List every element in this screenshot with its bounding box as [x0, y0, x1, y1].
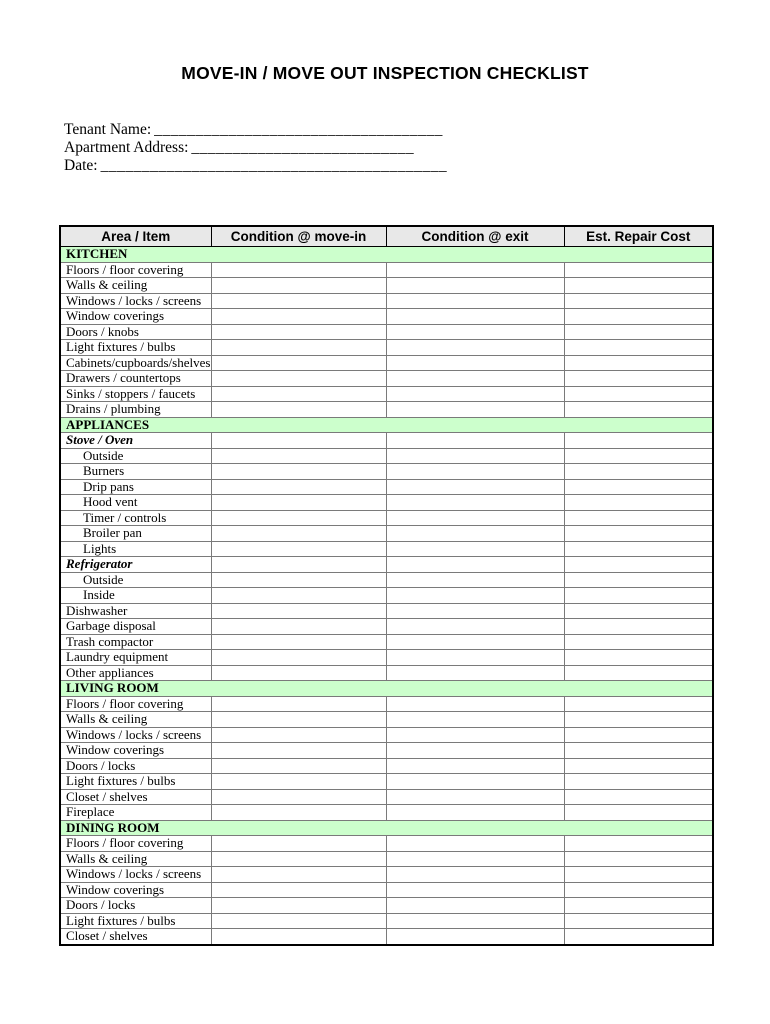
- item-label: Drains / plumbing: [60, 402, 211, 418]
- item-label: Closet / shelves: [60, 929, 211, 945]
- col-header-condition-move-in: Condition @ move-in: [211, 226, 386, 247]
- item-label: Light fixtures / bulbs: [60, 913, 211, 929]
- condition-exit-cell[interactable]: [386, 929, 564, 945]
- item-label: Timer / controls: [60, 510, 211, 526]
- inspection-table: [59, 225, 714, 946]
- table-row: [60, 464, 713, 480]
- condition-exit-cell[interactable]: [386, 402, 564, 418]
- table-row: [60, 727, 713, 743]
- item-label: Window coverings: [60, 309, 211, 325]
- table-row: [60, 882, 713, 898]
- repair-cost-cell[interactable]: [564, 836, 713, 852]
- condition-exit-cell[interactable]: [386, 851, 564, 867]
- table-row: [60, 324, 713, 340]
- condition-movein-cell[interactable]: [211, 650, 386, 666]
- repair-cost-cell[interactable]: [564, 262, 713, 278]
- item-label: Light fixtures / bulbs: [60, 774, 211, 790]
- tenant-name-input-line[interactable]: ___________________________________: [154, 121, 443, 138]
- item-label: Trash compactor: [60, 634, 211, 650]
- item-label: Windows / locks / screens: [60, 727, 211, 743]
- condition-movein-cell[interactable]: [211, 479, 386, 495]
- condition-movein-cell[interactable]: [211, 634, 386, 650]
- condition-movein-cell[interactable]: [211, 851, 386, 867]
- condition-movein-cell[interactable]: [211, 464, 386, 480]
- condition-exit-cell[interactable]: [386, 603, 564, 619]
- date-input-line[interactable]: __________________________________________: [100, 157, 448, 174]
- table-row: [60, 758, 713, 774]
- table-row: [60, 448, 713, 464]
- table-row: [60, 262, 713, 278]
- table-row: [60, 898, 713, 914]
- item-label: Cabinets/cupboards/shelves: [60, 355, 211, 371]
- item-label: Burners: [60, 464, 211, 480]
- date-field: [64, 157, 770, 175]
- condition-exit-cell[interactable]: [386, 371, 564, 387]
- condition-exit-cell[interactable]: [386, 743, 564, 759]
- item-label: Floors / floor covering: [60, 836, 211, 852]
- repair-cost-cell[interactable]: [564, 433, 713, 449]
- tenant-name-field: [64, 121, 770, 139]
- item-label: Broiler pan: [60, 526, 211, 542]
- table-row: [60, 913, 713, 929]
- table-row: [60, 867, 713, 883]
- page-title: MOVE-IN / MOVE OUT INSPECTION CHECKLIST: [181, 63, 589, 83]
- table-row: [60, 355, 713, 371]
- condition-exit-cell[interactable]: [386, 619, 564, 635]
- condition-exit-cell[interactable]: [386, 913, 564, 929]
- condition-exit-cell[interactable]: [386, 650, 564, 666]
- condition-exit-cell[interactable]: [386, 541, 564, 557]
- table-row: [60, 433, 713, 449]
- repair-cost-cell[interactable]: [564, 448, 713, 464]
- repair-cost-cell[interactable]: [564, 789, 713, 805]
- condition-exit-cell[interactable]: [386, 479, 564, 495]
- table-row: [60, 634, 713, 650]
- condition-movein-cell[interactable]: [211, 433, 386, 449]
- condition-movein-cell[interactable]: [211, 278, 386, 294]
- condition-exit-cell[interactable]: [386, 293, 564, 309]
- repair-cost-cell[interactable]: [564, 758, 713, 774]
- table-row: [60, 619, 713, 635]
- table-row: [60, 929, 713, 945]
- condition-movein-cell[interactable]: [211, 495, 386, 511]
- repair-cost-cell[interactable]: [564, 650, 713, 666]
- table-row: [60, 665, 713, 681]
- condition-exit-cell[interactable]: [386, 727, 564, 743]
- condition-exit-cell[interactable]: [386, 634, 564, 650]
- repair-cost-cell[interactable]: [564, 929, 713, 945]
- table-row: [60, 851, 713, 867]
- repair-cost-cell[interactable]: [564, 634, 713, 650]
- repair-cost-cell[interactable]: [564, 495, 713, 511]
- condition-movein-cell[interactable]: [211, 526, 386, 542]
- item-label: Drawers / countertops: [60, 371, 211, 387]
- table-row: [60, 541, 713, 557]
- item-label: Other appliances: [60, 665, 211, 681]
- condition-movein-cell[interactable]: [211, 510, 386, 526]
- condition-exit-cell[interactable]: [386, 386, 564, 402]
- date-label: Date:: [64, 157, 98, 174]
- col-header-condition-exit: Condition @ exit: [386, 226, 564, 247]
- condition-exit-cell[interactable]: [386, 758, 564, 774]
- table-row: [60, 805, 713, 821]
- table-row: [60, 557, 713, 573]
- condition-exit-cell[interactable]: [386, 510, 564, 526]
- item-label: Stove / Oven: [60, 433, 211, 449]
- condition-movein-cell[interactable]: [211, 836, 386, 852]
- repair-cost-cell[interactable]: [564, 867, 713, 883]
- repair-cost-cell[interactable]: [564, 805, 713, 821]
- condition-exit-cell[interactable]: [386, 789, 564, 805]
- repair-cost-cell[interactable]: [564, 774, 713, 790]
- item-label: Doors / locks: [60, 758, 211, 774]
- item-label: Lights: [60, 541, 211, 557]
- item-label: Walls & ceiling: [60, 278, 211, 294]
- item-label: Garbage disposal: [60, 619, 211, 635]
- table-row: [60, 743, 713, 759]
- repair-cost-cell[interactable]: [564, 510, 713, 526]
- condition-exit-cell[interactable]: [386, 340, 564, 356]
- condition-exit-cell[interactable]: [386, 309, 564, 325]
- item-label: Sinks / stoppers / faucets: [60, 386, 211, 402]
- repair-cost-cell[interactable]: [564, 727, 713, 743]
- table-row: [60, 774, 713, 790]
- item-label: Outside: [60, 448, 211, 464]
- condition-movein-cell[interactable]: [211, 743, 386, 759]
- section-header: APPLIANCES: [60, 417, 713, 433]
- repair-cost-cell[interactable]: [564, 386, 713, 402]
- repair-cost-cell[interactable]: [564, 526, 713, 542]
- table-row: [60, 386, 713, 402]
- condition-exit-cell[interactable]: [386, 588, 564, 604]
- table-row: [60, 309, 713, 325]
- condition-movein-cell[interactable]: [211, 913, 386, 929]
- condition-movein-cell[interactable]: [211, 774, 386, 790]
- repair-cost-cell[interactable]: [564, 309, 713, 325]
- condition-exit-cell[interactable]: [386, 495, 564, 511]
- condition-movein-cell[interactable]: [211, 929, 386, 945]
- item-label: Floors / floor covering: [60, 696, 211, 712]
- condition-movein-cell[interactable]: [211, 340, 386, 356]
- table-row: [60, 371, 713, 387]
- table-row: [60, 402, 713, 418]
- repair-cost-cell[interactable]: [564, 572, 713, 588]
- condition-exit-cell[interactable]: [386, 805, 564, 821]
- condition-movein-cell[interactable]: [211, 293, 386, 309]
- condition-movein-cell[interactable]: [211, 758, 386, 774]
- repair-cost-cell[interactable]: [564, 464, 713, 480]
- condition-movein-cell[interactable]: [211, 665, 386, 681]
- condition-exit-cell[interactable]: [386, 355, 564, 371]
- table-row: [60, 836, 713, 852]
- condition-movein-cell[interactable]: [211, 448, 386, 464]
- condition-movein-cell[interactable]: [211, 603, 386, 619]
- condition-movein-cell[interactable]: [211, 696, 386, 712]
- section-row: [60, 820, 713, 836]
- item-label: Light fixtures / bulbs: [60, 340, 211, 356]
- condition-movein-cell[interactable]: [211, 324, 386, 340]
- condition-exit-cell[interactable]: [386, 712, 564, 728]
- form-fields: [64, 121, 770, 175]
- apartment-address-field: [64, 139, 770, 157]
- condition-exit-cell[interactable]: [386, 572, 564, 588]
- repair-cost-cell[interactable]: [564, 712, 713, 728]
- condition-exit-cell[interactable]: [386, 324, 564, 340]
- condition-movein-cell[interactable]: [211, 898, 386, 914]
- condition-movein-cell[interactable]: [211, 572, 386, 588]
- condition-exit-cell[interactable]: [386, 464, 564, 480]
- condition-exit-cell[interactable]: [386, 836, 564, 852]
- condition-movein-cell[interactable]: [211, 712, 386, 728]
- condition-movein-cell[interactable]: [211, 557, 386, 573]
- apartment-address-input-line[interactable]: ___________________________: [191, 139, 415, 156]
- condition-exit-cell[interactable]: [386, 882, 564, 898]
- table-row: [60, 588, 713, 604]
- table-header-row: [60, 226, 713, 247]
- condition-movein-cell[interactable]: [211, 541, 386, 557]
- table-row: [60, 789, 713, 805]
- table-row: [60, 526, 713, 542]
- repair-cost-cell[interactable]: [564, 479, 713, 495]
- condition-movein-cell[interactable]: [211, 588, 386, 604]
- condition-exit-cell[interactable]: [386, 665, 564, 681]
- table-row: [60, 650, 713, 666]
- item-label: Walls & ceiling: [60, 712, 211, 728]
- condition-exit-cell[interactable]: [386, 262, 564, 278]
- repair-cost-cell[interactable]: [564, 402, 713, 418]
- col-header-est-repair-cost: Est. Repair Cost: [564, 226, 713, 247]
- table-row: [60, 712, 713, 728]
- item-label: Fireplace: [60, 805, 211, 821]
- section-row: [60, 247, 713, 263]
- condition-movein-cell[interactable]: [211, 386, 386, 402]
- condition-movein-cell[interactable]: [211, 805, 386, 821]
- repair-cost-cell[interactable]: [564, 619, 713, 635]
- section-header: DINING ROOM: [60, 820, 713, 836]
- condition-exit-cell[interactable]: [386, 557, 564, 573]
- repair-cost-cell[interactable]: [564, 603, 713, 619]
- condition-exit-cell[interactable]: [386, 696, 564, 712]
- repair-cost-cell[interactable]: [564, 557, 713, 573]
- repair-cost-cell[interactable]: [564, 324, 713, 340]
- condition-exit-cell[interactable]: [386, 774, 564, 790]
- repair-cost-cell[interactable]: [564, 898, 713, 914]
- table-row: [60, 510, 713, 526]
- table-row: [60, 340, 713, 356]
- repair-cost-cell[interactable]: [564, 278, 713, 294]
- repair-cost-cell[interactable]: [564, 913, 713, 929]
- repair-cost-cell[interactable]: [564, 293, 713, 309]
- condition-movein-cell[interactable]: [211, 619, 386, 635]
- item-label: Floors / floor covering: [60, 262, 211, 278]
- item-label: Drip pans: [60, 479, 211, 495]
- condition-exit-cell[interactable]: [386, 448, 564, 464]
- repair-cost-cell[interactable]: [564, 340, 713, 356]
- condition-movein-cell[interactable]: [211, 867, 386, 883]
- condition-exit-cell[interactable]: [386, 898, 564, 914]
- item-label: Windows / locks / screens: [60, 867, 211, 883]
- section-row: [60, 681, 713, 697]
- repair-cost-cell[interactable]: [564, 882, 713, 898]
- col-header-area-item: Area / Item: [60, 226, 211, 247]
- item-label: Dishwasher: [60, 603, 211, 619]
- item-label: Laundry equipment: [60, 650, 211, 666]
- table-row: [60, 696, 713, 712]
- condition-movein-cell[interactable]: [211, 355, 386, 371]
- item-label: Doors / knobs: [60, 324, 211, 340]
- inspection-table-wrap: [59, 225, 770, 946]
- condition-movein-cell[interactable]: [211, 727, 386, 743]
- condition-movein-cell[interactable]: [211, 309, 386, 325]
- table-row: [60, 278, 713, 294]
- repair-cost-cell[interactable]: [564, 541, 713, 557]
- condition-exit-cell[interactable]: [386, 526, 564, 542]
- table-row: [60, 603, 713, 619]
- repair-cost-cell[interactable]: [564, 743, 713, 759]
- condition-movein-cell[interactable]: [211, 371, 386, 387]
- table-row: [60, 572, 713, 588]
- condition-exit-cell[interactable]: [386, 278, 564, 294]
- item-label: Closet / shelves: [60, 789, 211, 805]
- item-label: Window coverings: [60, 743, 211, 759]
- condition-movein-cell[interactable]: [211, 402, 386, 418]
- item-label: Walls & ceiling: [60, 851, 211, 867]
- condition-movein-cell[interactable]: [211, 882, 386, 898]
- item-label: Window coverings: [60, 882, 211, 898]
- section-header: KITCHEN: [60, 247, 713, 263]
- item-label: Hood vent: [60, 495, 211, 511]
- item-label: Outside: [60, 572, 211, 588]
- apartment-address-label: Apartment Address:: [64, 139, 189, 156]
- section-header: LIVING ROOM: [60, 681, 713, 697]
- condition-movein-cell[interactable]: [211, 789, 386, 805]
- repair-cost-cell[interactable]: [564, 665, 713, 681]
- section-row: [60, 417, 713, 433]
- condition-exit-cell[interactable]: [386, 433, 564, 449]
- item-label: Refrigerator: [60, 557, 211, 573]
- repair-cost-cell[interactable]: [564, 851, 713, 867]
- tenant-name-label: Tenant Name:: [64, 121, 152, 138]
- item-label: Windows / locks / screens: [60, 293, 211, 309]
- table-row: [60, 495, 713, 511]
- repair-cost-cell[interactable]: [564, 696, 713, 712]
- table-row: [60, 479, 713, 495]
- item-label: Inside: [60, 588, 211, 604]
- table-row: [60, 293, 713, 309]
- repair-cost-cell[interactable]: [564, 588, 713, 604]
- condition-movein-cell[interactable]: [211, 262, 386, 278]
- item-label: Doors / locks: [60, 898, 211, 914]
- repair-cost-cell[interactable]: [564, 371, 713, 387]
- condition-exit-cell[interactable]: [386, 867, 564, 883]
- repair-cost-cell[interactable]: [564, 355, 713, 371]
